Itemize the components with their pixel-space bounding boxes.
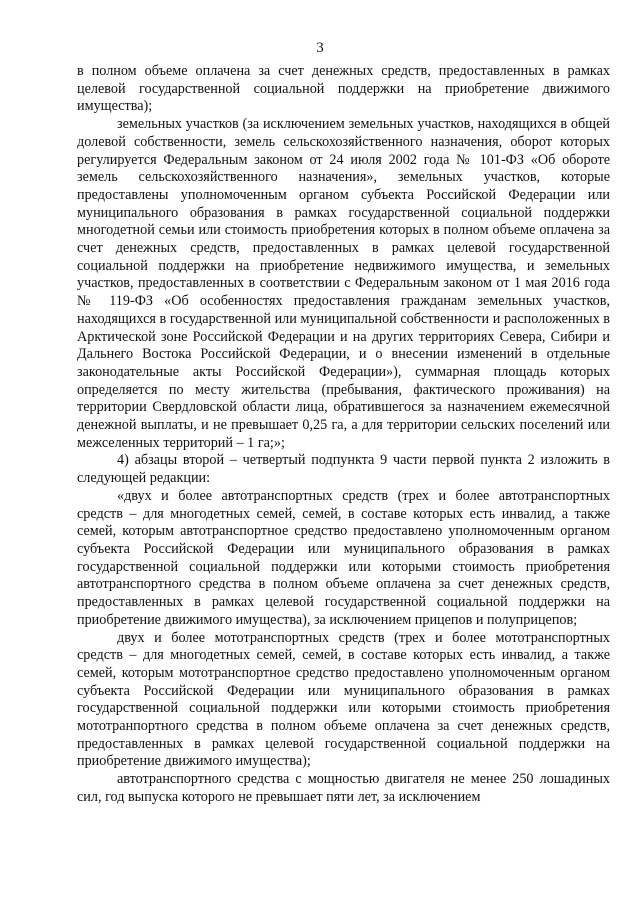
- paragraph-amendment-4: 4) абзацы второй – четвертый подпункта 9 части первой пункта 2 изложить в следующей редакции:: [77, 452, 610, 487]
- paragraph-land-plots: земельных участков (за исключением земельных участков, находящихся в общей долевой собственности, земель сельскохозяйственного назначения, оборот которых регулируется Федеральным законом от 24 июля 2002 года № 101-ФЗ «Об обороте земель сельскохозяйственного назначения», земельных участков, которые предоставлены уполномоченным органом субъекта Российской Федерации или муниципального образования в рамках государственной социальной поддержки многодетной семьи или стоимость приобретения которых в полном объеме оплачена за счет денежных средств, предоставленных в рамках целевой государственной социальной поддержки на приобретение недвижимого имущества, и земельных участков, предоставленных в соответствии с Федеральным законом от 1 мая 2016 года № 119-ФЗ «Об особенностях предоставления гражданам земельных участков, находящихся в государственной или муниципальной собственности и расположенных в Арктической зоне Российской Федерации и на других территориях Севера, Сибири и Дальнего Востока Российской Федерации, и о внесении изменений в отдельные законодательные акты Российской Федерации»), суммарная площадь которых определяется по месту жительства (пребывания, фактического проживания) на территории Свердловской области лица, обратившегося за назначением ежемесячной денежной выплаты, и не превышает 0,25 га, а для территории сельских поселений или межселенных территорий – 1 га;»;: [77, 116, 610, 451]
- paragraph-engine-power: автотранспортного средства с мощностью двигателя не менее 250 лошадиных сил, год выпуска которого не превышает пяти лет, за исключением: [77, 771, 610, 805]
- document-body: [77, 63, 610, 807]
- paragraph-motor-vehicles: «двух и более автотранспортных средств (трех и более автотранспортных средств – для многодетных семей, семей, в составе которых есть инвалид, а также семей, которым автотранспортное средство предоставлено уполномоченным органом субъекта Российской Федерации или муниципального образования в рамках государственной социальной поддержки или которыми стоимость приобретения автотранспортного средства в полном объеме оплачена за счет денежных средств, предоставленных в рамках целевой государственной социальной поддержки на приобретение движимого имущества), за исключением прицепов и полуприцепов;: [77, 487, 610, 628]
- page-number: 3: [316, 40, 324, 56]
- paragraph-continuation: в полном объеме оплачена за счет денежных средств, предоставленных в рамках целевой государственной социальной поддержки на приобретение движимого имущества);: [77, 63, 610, 115]
- paragraph-motorcycles: двух и более мототранспортных средств (трех и более мототранспортных средств – для многодетных семей, семей, в составе которых есть инвалид, а также семей, которым мототранспортное средство предоставлено уполномоченным органом субъекта Российской Федерации или муниципального образования в рамках государственной социальной поддержки или которыми стоимость приобретения мототранпортного средства в полном объеме оплачена за счет денежных средств, предоставленных в рамках целевой государственной социальной поддержки на приобретение движимого имущества);: [77, 629, 610, 770]
